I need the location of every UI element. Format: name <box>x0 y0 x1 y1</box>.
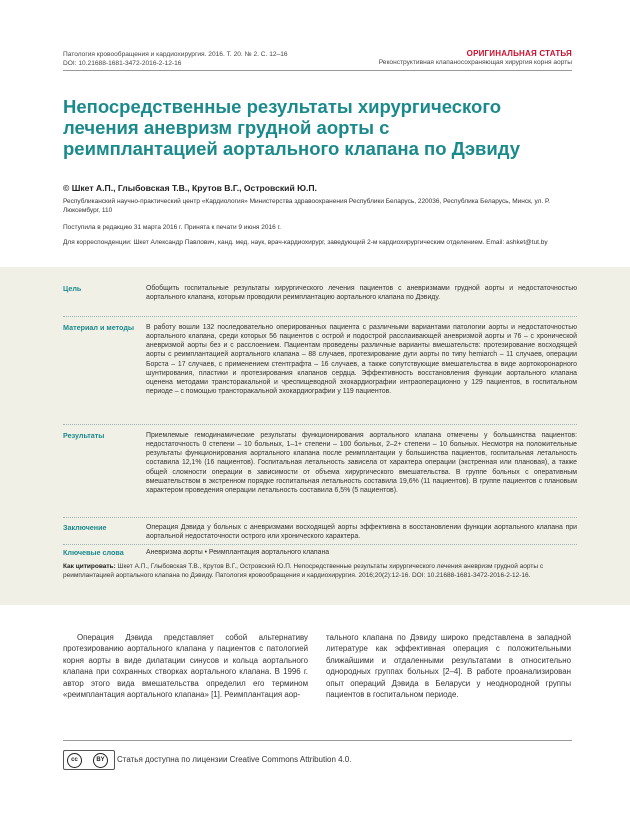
methods-label: Материал и методы <box>63 323 135 332</box>
abstract-divider <box>63 544 577 545</box>
body-column-left: Операция Дэвида представляет собой альтернативу протезированию аортального клапана у пациентов с патологией корня аорты в виде дилатации синусов и кольца аортального клапана при сохранных створках аортального клапана. В 1996 г. автор этого вида вмешательства определил его термином «реимплантация аортального клапана» [1]. Реимплантация аор- <box>63 633 308 700</box>
conclusion-label: Заключение <box>63 523 107 532</box>
received-dates: Поступила в редакцию 31 марта 2016 г. Принята к печати 9 июня 2016 г. <box>63 224 281 231</box>
by-person-icon: BY <box>93 753 108 768</box>
results-text: Приемлемые гемодинамические результаты функционирования аортального клапана отмечены у большинства пациентов: недостаточность 0 степени – 10 больных, 1–1+ степени – 100 больных, 2–2+ степени – 10 больных. Несмотря на положительные результаты функционирования аортального клапана после реимплантации у большинства пациентов, госпитальная летальность составила 12,1% (16 пациентов). Госпитальная летальность зависела от характера операции (экстренная или плановая), а также общей сложности операции в зависимости от объема хирургического вмешательства. В группе больных с оперативным вмешательством в экстренном порядке госпитальная летальность составила 19,6% (11 пациентов). В группе пациентов с плановым характером проведения операции летальность составила 6,5% (5 пациентов). <box>146 432 577 494</box>
aim-label: Цель <box>63 284 82 293</box>
license-text: Статья доступна по лицензии Creative Commons Attribution 4.0. <box>117 755 352 764</box>
abstract-divider <box>63 517 577 518</box>
abstract-divider <box>63 424 577 425</box>
section-header <box>379 49 572 67</box>
keywords-label: Ключевые слова <box>63 548 124 557</box>
methods-text: В работу вошли 132 последовательно оперированных пациента с различными вариантами патологии аорты и недостаточностью аортального клапана, среди которых 56 пациентов с острой и подострой расслаивающей аневризмой аорты и 76 – с хронической аневризмой аорты без и с расслоением. Пациентам проведены различные варианты вмешательств: протезирование восходящей аорты с реимплантацией аортального клапана – 88 случаев, протезирование дуги аорты по типу hemiarch – 11 случаев, операции Борста – 17 случаев, с применением стентграфта – 16 случаев, а также сопутствующие вмешательства в виде аортокоронарного шунтирования, пластики и протезирования клапанов сердца. Эффективность восстановления функции аортального клапана оценена методами трансторакальной и чреспищеводной эхокардиографии интраоперационно у 129 пациентов, в госпитальном периоде – с помощью трансторакальной эхокардиографии у 119 пациентов. <box>146 324 577 396</box>
keywords-text: Аневризма аорты • Реимплантация аортального клапана <box>146 549 330 556</box>
aim-text: Обобщить госпитальные результаты хирургического лечения пациентов с аневризмами грудной аорты и недостаточностью аортального клапана, которым проводили реимплантацию аортального клапана по Дэвиду. <box>146 285 577 302</box>
affiliation: Республиканский научно-практический центр «Кардиология» Министерства здравоохранения Республики Беларусь, 220036, Республика Беларусь, Минск, ул. Р. Люксембург, 110 <box>63 198 550 214</box>
section-topic: Реконструктивная клапаносохраняющая хирургия корня аорты <box>378 59 572 66</box>
section-label: ОРИГИНАЛЬНАЯ СТАТЬЯ <box>466 49 572 58</box>
results-label: Результаты <box>63 431 105 440</box>
journal-line: Патология кровообращения и кардиохирургия. 2016. Т. 20. № 2. С. 12–16 <box>63 51 288 58</box>
header-divider <box>63 70 572 71</box>
footer-divider <box>63 740 572 741</box>
cc-icon: cc <box>67 753 82 768</box>
cc-by-badge <box>63 750 115 770</box>
conclusion-text: Операция Дэвида у больных с аневризмами восходящей аорты эффективна в восстановлении функции аортального клапана при аортальной недостаточности острого или хронического характера. <box>146 524 577 541</box>
doi-line: DOI: 10.21688-1681-3472-2016-2-12-16 <box>63 59 182 67</box>
citation-label: Как цитировать: <box>63 563 116 570</box>
abstract-divider <box>63 316 577 317</box>
correspondence: Для корреспонденции: Шкет Александр Павлович, канд. мед. наук, врач-кардиохирург, заведующий 2-м кардиохирургическим отделением. Email: ashket@tut.by <box>63 239 548 246</box>
authors: © Шкет А.П., Глыбовская Т.В., Крутов В.Г., Островский Ю.П. <box>63 183 317 193</box>
citation-block <box>63 562 577 580</box>
body-column-right: тального клапана по Дэвиду широко представлена в западной литературе как эффективная операция с положительными ближайшими и отдаленными результатами в относительно однородных группах больных [2–4]. В работе проанализирован опыт операций Дэвида в Беларуси у неоднородной группы пациентов в госпитальном периоде. <box>326 633 571 700</box>
article-title: Непосредственные результаты хирургического лечения аневризм грудной аорты с реимплантацией аортального клапана по Дэвиду <box>63 96 521 159</box>
journal-header <box>63 51 288 68</box>
citation-text: Шкет А.П., Глыбовская Т.В., Крутов В.Г., Островский Ю.П. Непосредственные результаты хирургического лечения аневризм грудной аорты с реимплантацией аортального клапана по Дэвиду. Патология кровообращения и кардиохирургия. 2016;20(2):12-16. DOI: 10.21688-1681-3472-2016-2-12-16. <box>63 563 544 579</box>
